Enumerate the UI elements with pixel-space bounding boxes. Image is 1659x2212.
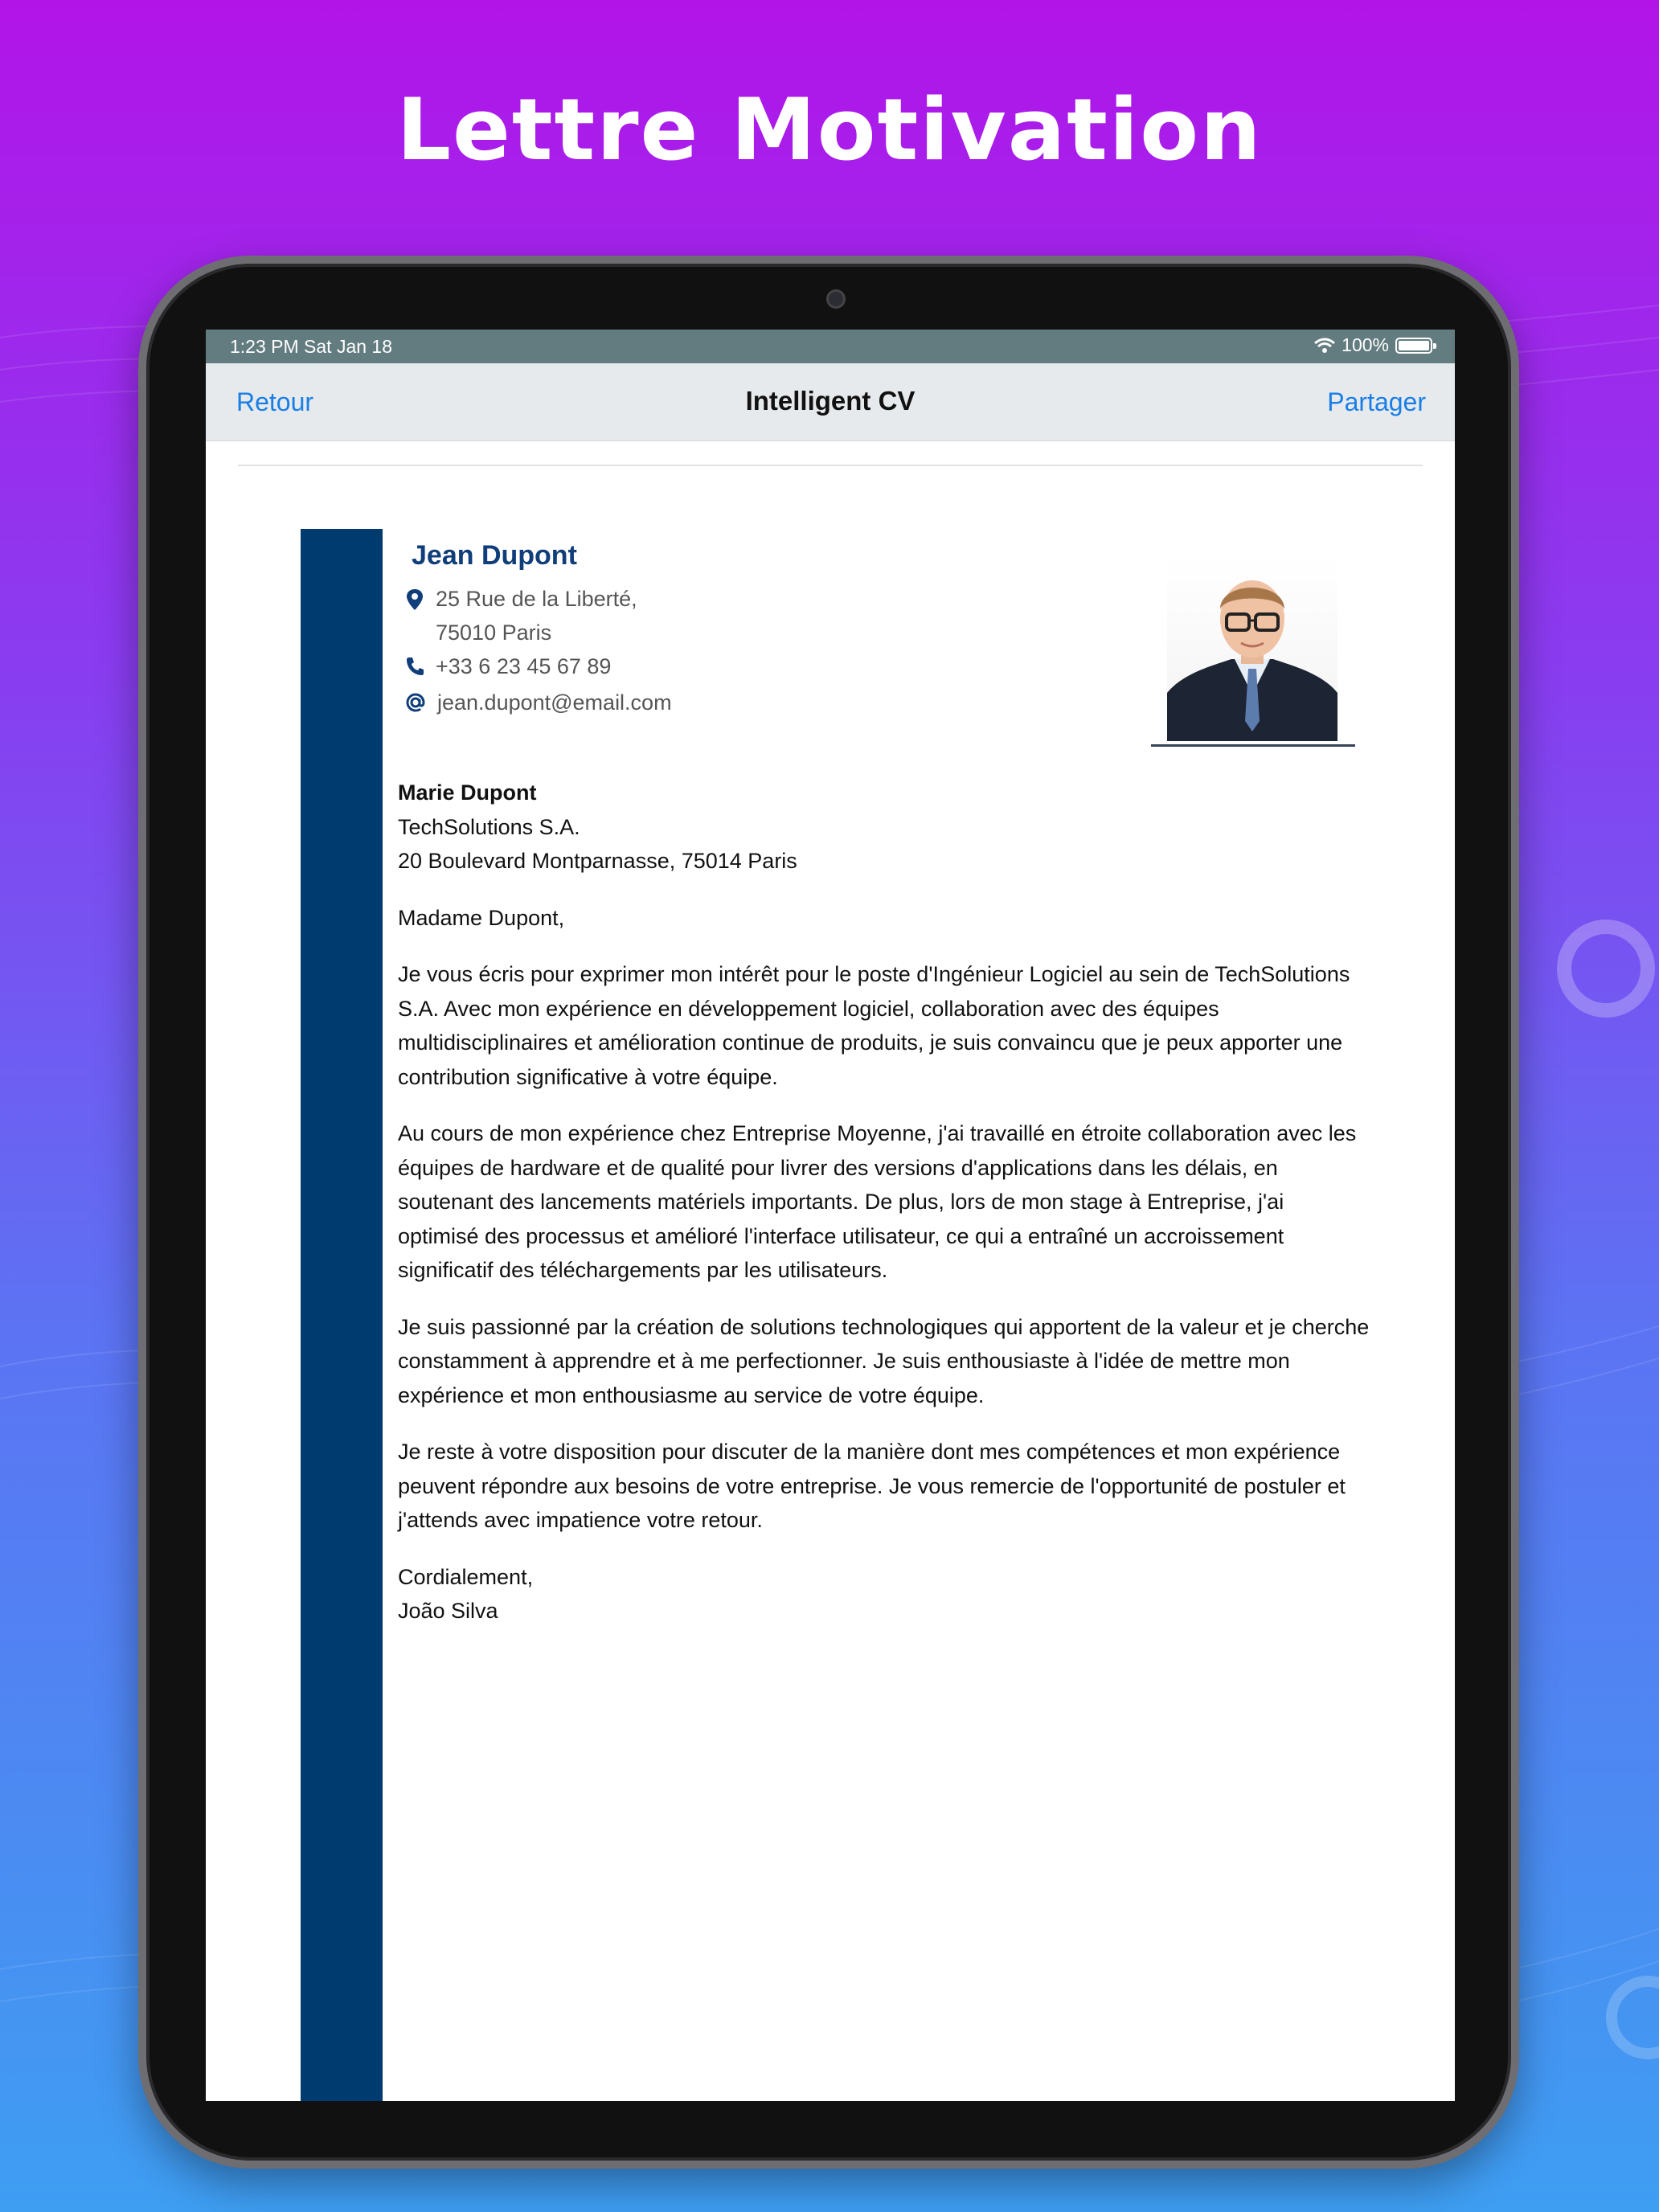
wifi-icon bbox=[1314, 338, 1335, 354]
recipient-name: Marie Dupont bbox=[398, 780, 537, 805]
sender-name: Jean Dupont bbox=[412, 540, 577, 571]
promo-headline: Lettre Motivation bbox=[396, 80, 1263, 179]
letter-paragraph: Je vous écris pour exprimer mon intérêt pour le poste d'Ingénieur Logiciel au sein de TechSolutions S.A. Avec mon expérience en développement logiciel, collaboration avec des équipes multidisciplinaires et amélioration continue de produits, je suis convaincu que je peux apporter une contribution significative à votre équipe. bbox=[398, 962, 1350, 1089]
recipient-address: 20 Boulevard Montparnasse, 75014 Paris bbox=[398, 849, 797, 873]
battery-icon bbox=[1395, 338, 1432, 354]
status-time: 1:23 PM Sat Jan 18 bbox=[230, 336, 393, 357]
letter-paragraph: Je reste à votre disposition pour discuter de la manière dont mes compétences et mon expérience peuvent répondre aux besoins de votre entreprise. Je vous remercie de l'opportunité de postuler et j'attends avec impatience votre retour. bbox=[398, 1440, 1346, 1532]
location-pin-icon bbox=[405, 588, 424, 611]
letter-paragraph: Au cours de mon expérience chez Entreprise Moyenne, j'ai travaillé en étroite collaboration avec les équipes de hardware et de qualité pour livrer des versions d'applications dans les délais, en soutenant des lancements matériels importants. De plus, lors de mon stage à Entreprise, j'ai optimisé des processus et amélioré l'interface utilisateur, ce qui a entraîné un accroissement significatif des téléchargements par les utilisateurs. bbox=[398, 1121, 1357, 1282]
back-button[interactable]: Retour bbox=[236, 387, 314, 416]
recipient-company: TechSolutions S.A. bbox=[398, 814, 580, 839]
phone-number: +33 6 23 45 67 89 bbox=[436, 654, 612, 678]
letter-paragraph: Je suis passionné par la création de solutions technologiques qui apportent de la valeur et je cherche constamment à apprendre et à me perfectionner. Je suis enthousiaste à l'idée de mettre mon expérience et mon enthousiasme au service de votre équipe. bbox=[398, 1314, 1370, 1407]
sender-address bbox=[405, 582, 637, 649]
at-sign-icon bbox=[405, 692, 426, 713]
share-button[interactable]: Partager bbox=[1327, 387, 1426, 416]
content-divider bbox=[238, 465, 1423, 466]
nav-title: Intelligent CV bbox=[745, 386, 916, 416]
sender-email bbox=[405, 686, 672, 719]
letter-closing: Cordialement, bbox=[398, 1564, 534, 1589]
address-line-1: 25 Rue de la Liberté, bbox=[436, 587, 637, 611]
profile-photo bbox=[1167, 556, 1337, 741]
status-bar bbox=[206, 330, 1455, 363]
battery-percentage: 100% bbox=[1342, 334, 1389, 355]
letter-body bbox=[398, 776, 1370, 1651]
email-address: jean.dupont@email.com bbox=[437, 690, 672, 715]
status-indicators bbox=[1314, 334, 1432, 356]
camera-icon bbox=[826, 289, 846, 309]
address-line-2: 75010 Paris bbox=[436, 621, 552, 645]
letter-signature: João Silva bbox=[398, 1599, 498, 1623]
navigation-bar bbox=[206, 363, 1455, 441]
photo-underline bbox=[1151, 744, 1355, 747]
letter-salutation: Madame Dupont, bbox=[398, 905, 565, 930]
phone-icon bbox=[405, 656, 424, 677]
sender-phone bbox=[405, 649, 611, 683]
letter-sidebar-accent bbox=[301, 529, 383, 2101]
tablet-screen bbox=[206, 330, 1455, 2101]
